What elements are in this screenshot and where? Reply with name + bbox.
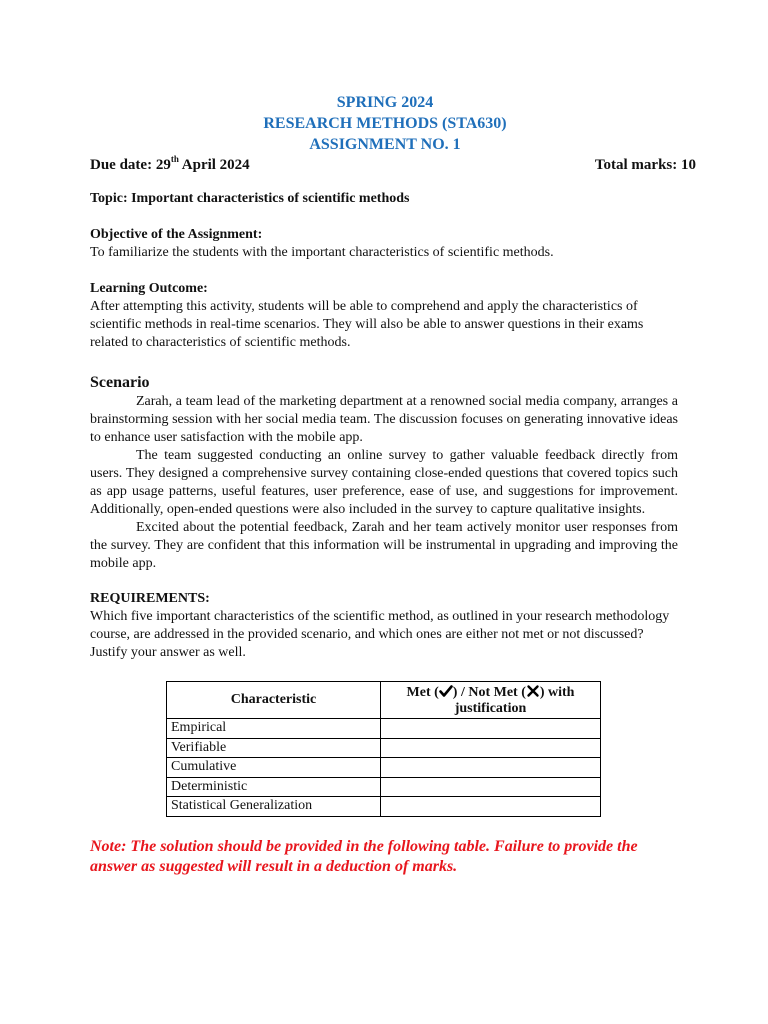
justification-cell[interactable] xyxy=(381,758,601,778)
characteristic-cell: Cumulative xyxy=(167,758,381,778)
due-row xyxy=(90,154,696,175)
check-icon xyxy=(439,684,453,698)
table-row xyxy=(167,797,601,817)
course-title: RESEARCH METHODS (STA630) xyxy=(263,115,507,132)
total-marks: Total marks: 10 xyxy=(594,157,696,173)
table-row xyxy=(167,777,601,797)
topic-line: Topic: Important characteristics of scientific methods xyxy=(90,191,410,206)
table-row xyxy=(167,758,601,778)
justification-cell[interactable] xyxy=(381,797,601,817)
justification-cell[interactable] xyxy=(381,738,601,758)
assignment-page xyxy=(90,92,696,877)
cross-icon xyxy=(526,684,540,698)
characteristic-header: Characteristic xyxy=(167,682,381,719)
note-text: Note: The solution should be provided in the following table. Failure to provide the answer as suggested will result in a deduction of marks. xyxy=(90,837,638,875)
scenario-paragraph-2: The team suggested conducting an online survey to gather valuable feedback directly from users. They designed a comprehensive survey containing close-ended questions that covered topics such as app usage patterns, useful features, user preference, ease of use, and suggestions for improvement. Additionally, open-ended questions were also included in the survey to capture qualitative insights. xyxy=(90,448,678,517)
requirements-text: Which five important characteristics of the scientific method, as outlined in your research methodology course, are addressed in the provided scenario, and which ones are either not met or not discussed? Justify your answer as well. xyxy=(90,609,670,660)
scenario-paragraph-3: Excited about the potential feedback, Zarah and her team actively monitor user responses from the survey. They are confident that this information will be instrumental in upgrading and improving the mobile app. xyxy=(90,520,678,571)
document-titles xyxy=(90,92,680,155)
semester-title: SPRING 2024 xyxy=(336,94,434,111)
learning-outcome-text: After attempting this activity, students will be able to comprehend and apply the characteristics of scientific methods in real-time scenarios. They will also be able to answer questions in their exams related to characteristics of scientific methods. xyxy=(90,299,644,350)
justification-cell[interactable] xyxy=(381,777,601,797)
objective-text: To familiarize the students with the important characteristics of scientific methods. xyxy=(90,245,554,260)
justification-cell[interactable] xyxy=(381,719,601,739)
scenario-heading: Scenario xyxy=(90,374,150,391)
requirements-heading: REQUIREMENTS: xyxy=(90,591,210,606)
characteristic-cell: Deterministic xyxy=(167,777,381,797)
learning-outcome-heading: Learning Outcome: xyxy=(90,281,208,296)
table-row xyxy=(167,719,601,739)
scenario-paragraph-1: Zarah, a team lead of the marketing department at a renowned social media company, arranges a brainstorming session with her social media team. The discussion focuses on generating innovative ideas to enhance user satisfaction with the mobile app. xyxy=(90,394,678,445)
objective-heading: Objective of the Assignment: xyxy=(90,227,263,242)
characteristic-cell: Verifiable xyxy=(167,738,381,758)
met-header: Met ( ) / Not Met ( ) with justification xyxy=(381,682,601,719)
characteristic-cell: Statistical Generalization xyxy=(167,797,381,817)
table-row xyxy=(167,738,601,758)
assignment-title: ASSIGNMENT NO. 1 xyxy=(309,136,461,153)
answer-table xyxy=(166,681,601,817)
due-date: Due date: 29th April 2024 xyxy=(90,154,250,173)
characteristic-cell: Empirical xyxy=(167,719,381,739)
table-header-row xyxy=(167,682,601,719)
